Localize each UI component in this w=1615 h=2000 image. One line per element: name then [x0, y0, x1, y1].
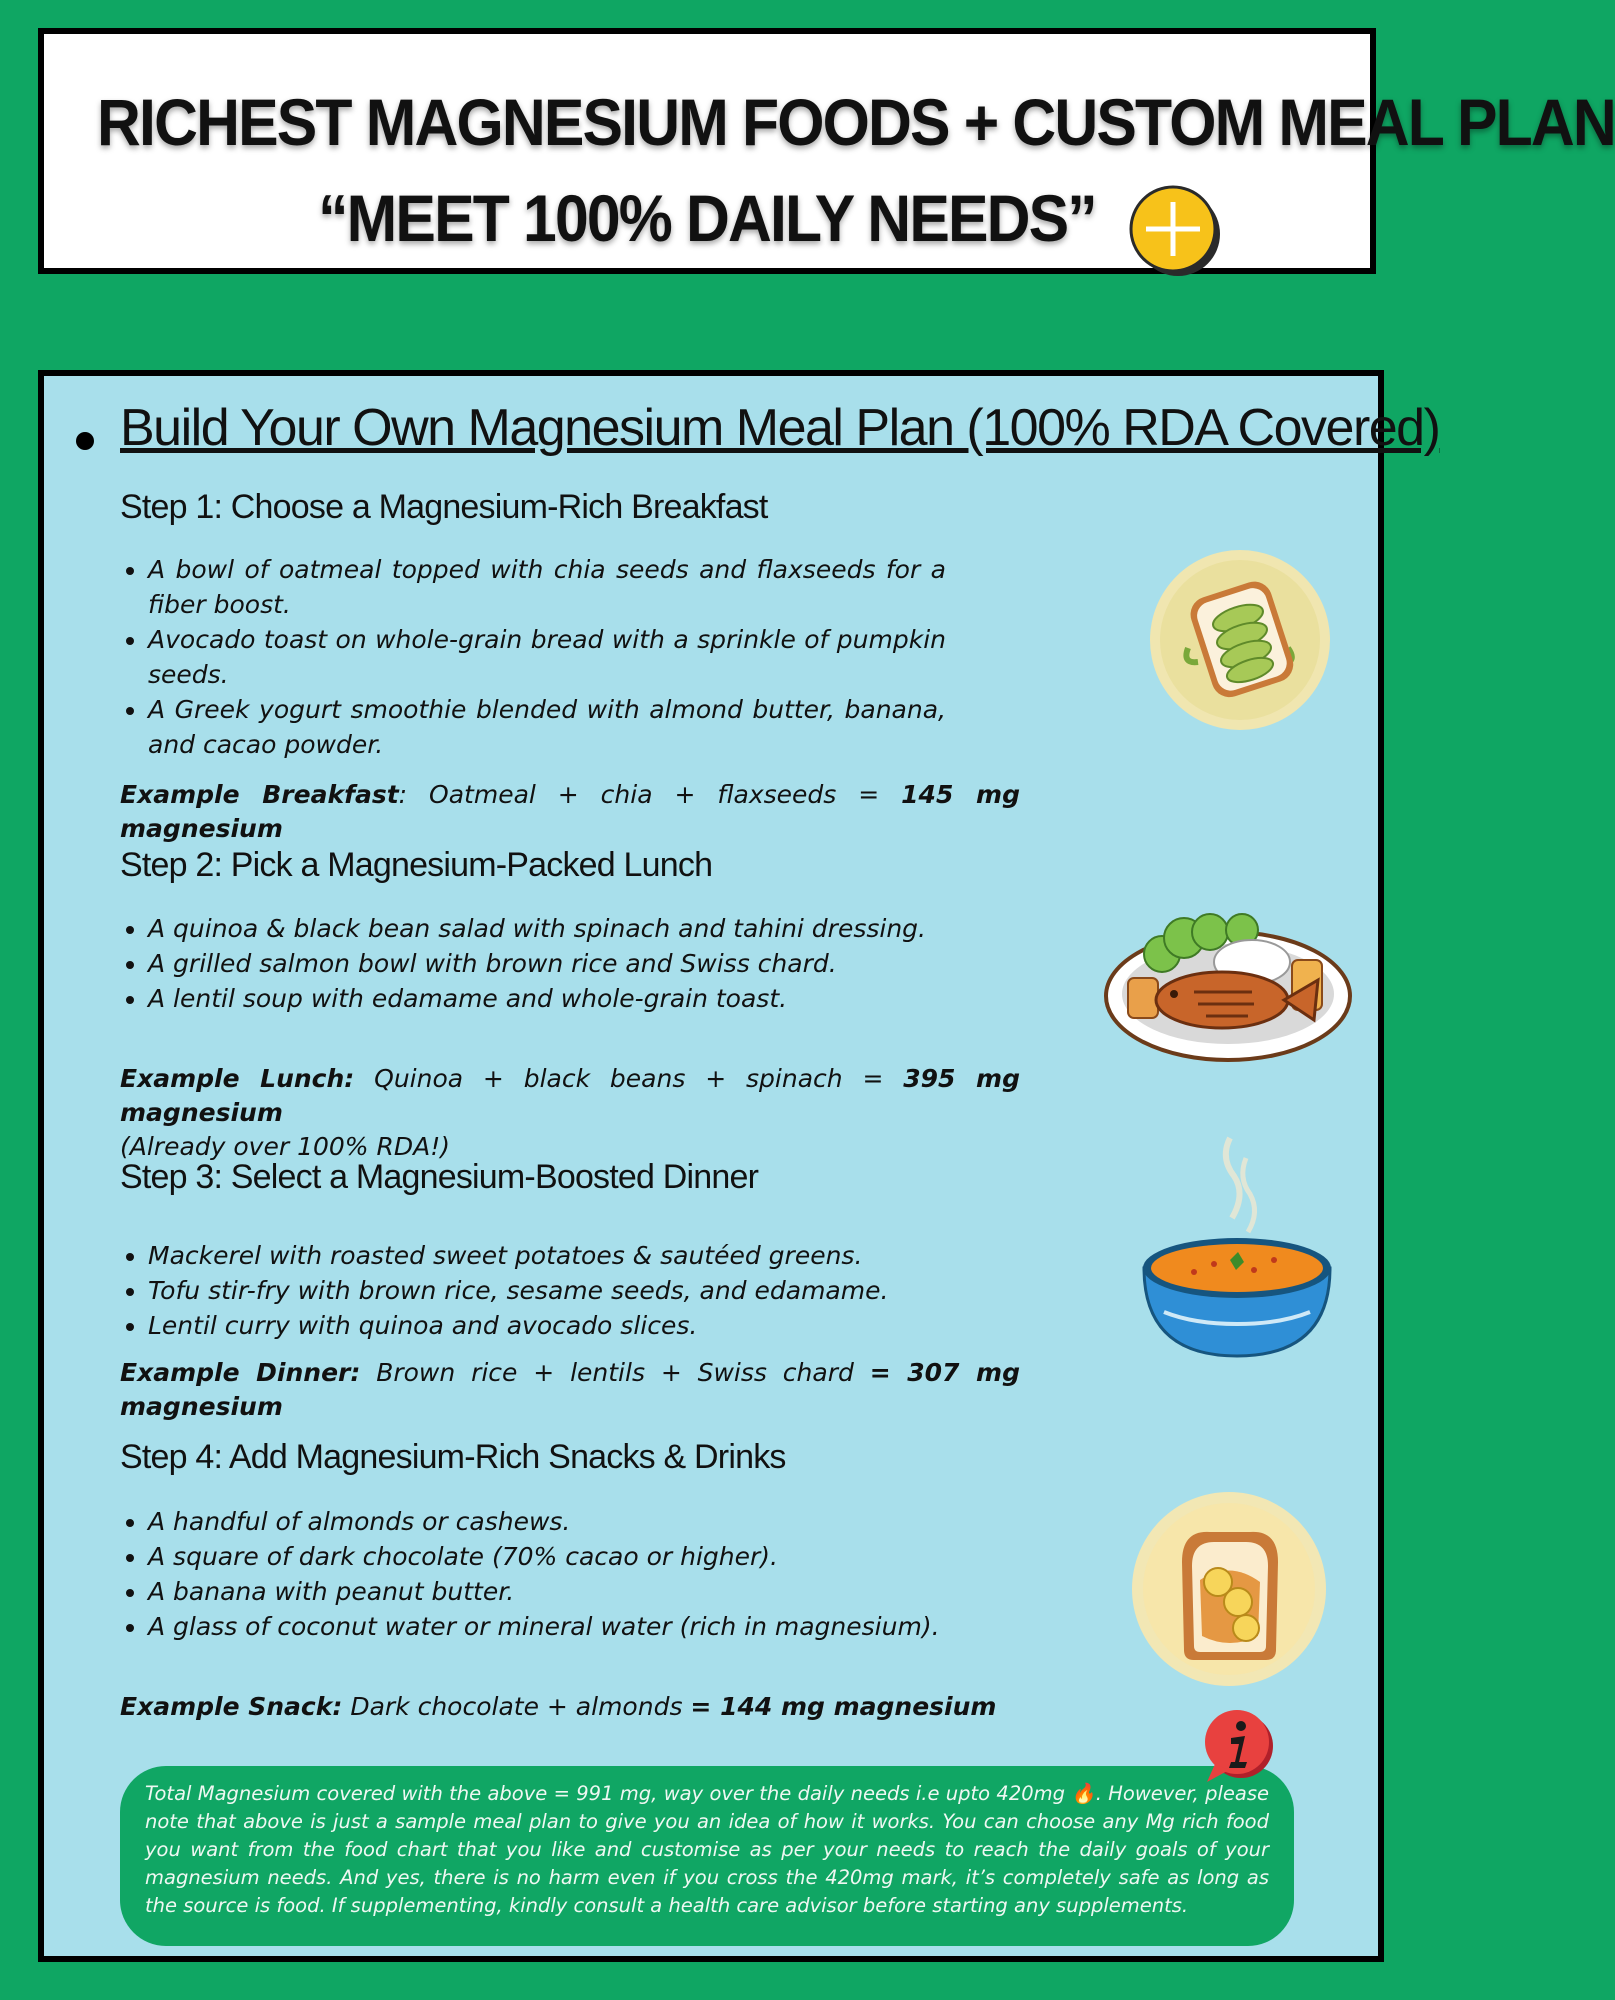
list-item: • A bowl of oatmeal topped with chia seeds and flaxseeds for a fiber boost. — [148, 552, 946, 622]
step-4-list — [120, 1504, 946, 1644]
example-label: Example Lunch: — [120, 1064, 355, 1093]
example-value: = 144 mg magnesium — [690, 1692, 997, 1721]
list-item: • Tofu stir-fry with brown rice, sesame seeds, and edamame. — [148, 1273, 946, 1308]
step-1-example — [120, 778, 1020, 846]
soup-bowl-icon — [1134, 1128, 1340, 1360]
step-3-heading: Step 3: Select a Magnesium-Boosted Dinner — [120, 1158, 759, 1196]
example-text: : Oatmeal + chia + flaxseeds = — [398, 780, 902, 809]
summary-note-text: Total Magnesium covered with the above = 991 mg, way over the daily needs i.e upto 420mg 🔥. However, please note that above is just a sample meal plan to give you an idea of how it works. You can choose any Mg rich food you want from the food chart that you like and customise as per your needs to reach the daily goals of your magnesium needs. And yes, there is no harm even if you cross the 420mg mark, it’s completely safe as long as the source is food. If supplementing, kindly consult a health care advisor before starting any supplements. — [145, 1782, 1269, 1917]
step-2-list — [120, 911, 946, 1016]
list-item: • A glass of coconut water or mineral water (rich in magnesium). — [148, 1609, 946, 1644]
page-title: RICHEST MAGNESIUM FOODS + CUSTOM MEAL PLAN — [97, 85, 1615, 159]
step-3-example — [120, 1356, 1020, 1424]
example-note: (Already over 100% RDA!) — [120, 1132, 451, 1161]
step-2-heading: Step 2: Pick a Magnesium-Packed Lunch — [120, 846, 713, 884]
example-label: Example Dinner: — [120, 1358, 361, 1387]
section-bullet — [76, 432, 94, 450]
list-item: • A quinoa & black bean salad with spinach and tahini dressing. — [148, 911, 946, 946]
list-item: • A grilled salmon bowl with brown rice and Swiss chard. — [148, 946, 946, 981]
banana-toast-icon — [1130, 1490, 1328, 1688]
plus-badge-icon — [1128, 184, 1222, 278]
list-item: • Mackerel with roasted sweet potatoes & sautéed greens. — [148, 1238, 946, 1273]
list-item: • A lentil soup with edamame and whole-grain toast. — [148, 981, 946, 1016]
example-text: Quinoa + black beans + spinach = — [354, 1064, 904, 1093]
list-item: • Lentil curry with quinoa and avocado slices. — [148, 1308, 946, 1343]
example-text: Dark chocolate + almonds — [342, 1692, 691, 1721]
example-value: 395 mg magnesium — [120, 1064, 1020, 1127]
step-3-list — [120, 1238, 946, 1343]
title-banner — [38, 28, 1615, 274]
page-subtitle: “MEET 100% DAILY NEEDS” — [318, 181, 1096, 255]
list-item: • A Greek yogurt smoothie blended with almond butter, banana, and cacao powder. — [148, 692, 946, 762]
list-item: • A handful of almonds or cashews. — [148, 1504, 946, 1539]
list-item: • Avocado toast on whole-grain bread with a sprinkle of pumpkin seeds. — [148, 622, 946, 692]
step-1-heading: Step 1: Choose a Magnesium-Rich Breakfast — [120, 488, 768, 526]
example-label: Example Snack: — [120, 1692, 343, 1721]
example-text: Brown rice + lentils + Swiss chard — [360, 1358, 870, 1387]
list-item: • A banana with peanut butter. — [148, 1574, 946, 1609]
example-value: = 307 mg magnesium — [120, 1358, 1020, 1421]
summary-note — [120, 1766, 1294, 1946]
info-icon — [1201, 1708, 1277, 1784]
section-heading: Build Your Own Magnesium Meal Plan (100% RDA Covered) — [120, 399, 1440, 457]
step-2-example — [120, 1062, 1020, 1164]
step-1-list — [120, 552, 946, 762]
meal-plan-panel — [38, 370, 1440, 1962]
list-item: • A square of dark chocolate (70% cacao or higher). — [148, 1539, 946, 1574]
example-label: Example Breakfast — [120, 780, 399, 809]
example-value: 145 mg magnesium — [120, 780, 1020, 843]
avocado-toast-icon — [1148, 548, 1332, 732]
fish-plate-icon — [1102, 896, 1354, 1066]
step-4-heading: Step 4: Add Magnesium-Rich Snacks & Drinks — [120, 1438, 786, 1476]
step-4-example — [120, 1690, 1020, 1724]
